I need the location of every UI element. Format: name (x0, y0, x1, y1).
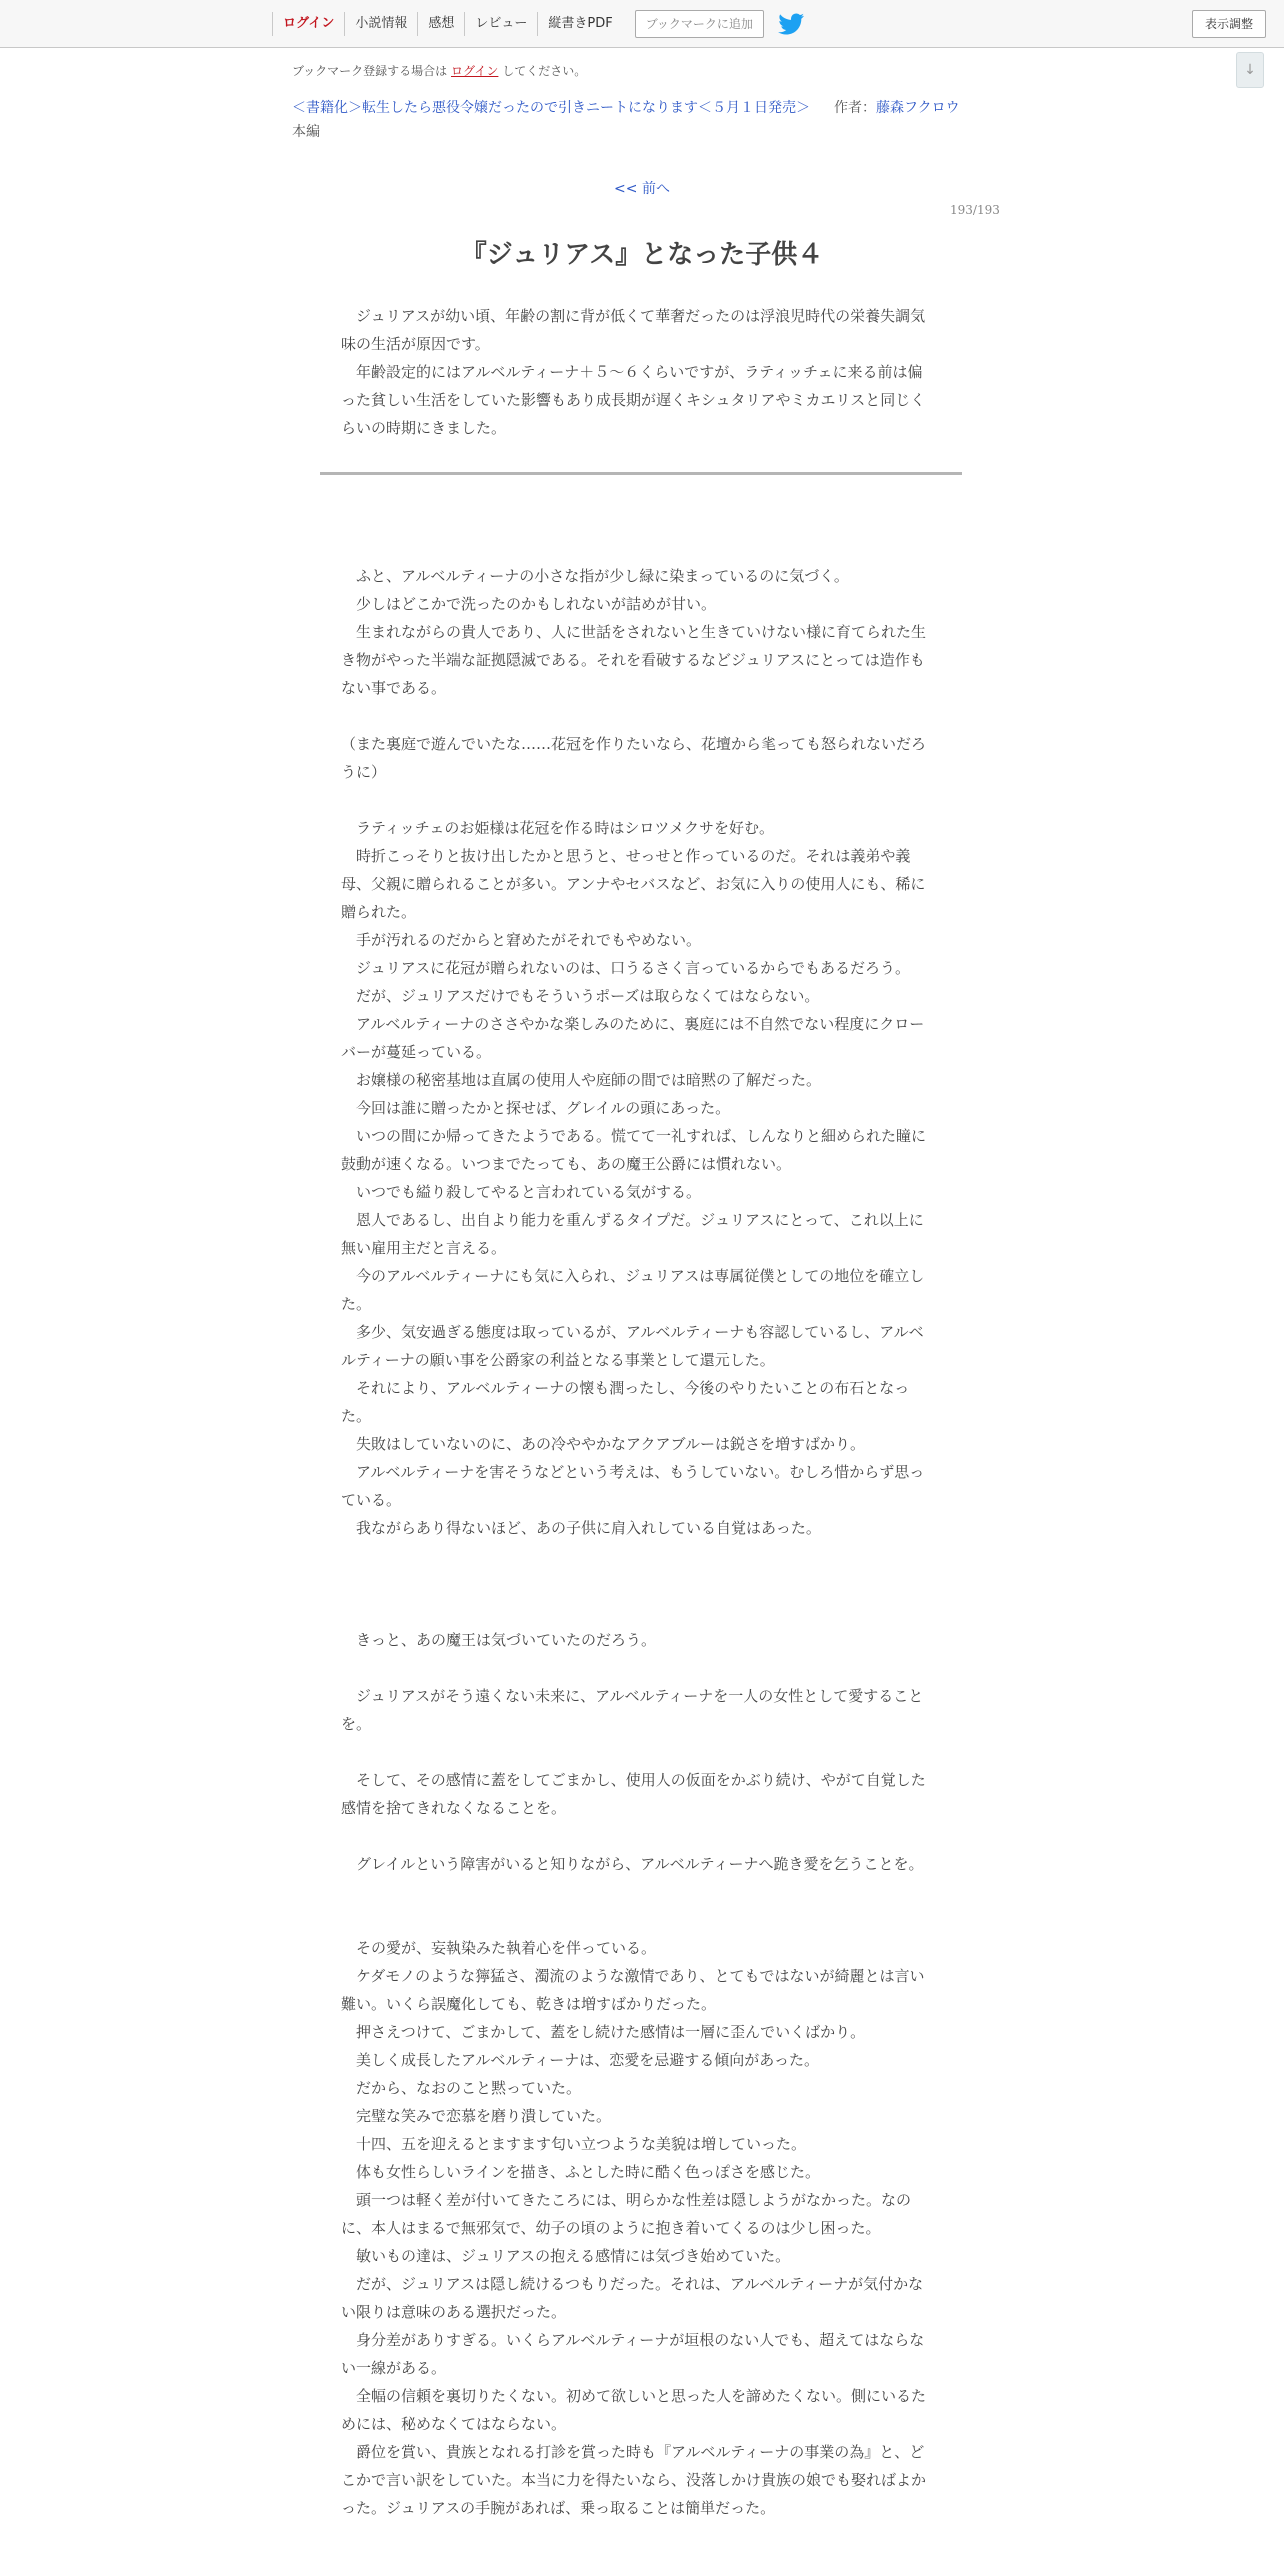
display-settings-button[interactable]: 表示調整 (1192, 10, 1266, 38)
body-paragraph: 頭一つは軽く差が付いてきたころには、明らかな性差は隠しようがなかった。なのに、本人はまるで無邪気で、幼子の頃のように抱き着いてくるのは少し困った。 (341, 2191, 912, 2237)
body-paragraph: 全幅の信頼を裏切りたくない。初めて欲しいと思った人を諦めたくない。側にいるためには、秘めなくてはならない。 (341, 2387, 927, 2433)
body-paragraph: 今回は誰に贈ったかと探せば、グレイルの頭にあった。 (341, 1099, 731, 1117)
body-paragraph: ケダモノのような獰猛さ、濁流のような激情であり、とてもではないが綺麗とは言い難い。いくら誤魔化しても、乾きは増すばかりだった。 (341, 1967, 925, 2013)
body-paragraph: お嬢様の秘密基地は直属の使用人や庭師の間では暗黙の了解だった。 (341, 1071, 822, 1089)
preface-paragraph: 年齢設定的にはアルベルティーナ＋５～６くらいですが、ラティッチェに来る前は偏った貧しい生活をしていた影響もあり成長期が遅くキシュタリアやミカエリスと同じくらいの時期にきました。 (341, 363, 926, 437)
body-paragraph: 時折こっそりと抜け出したかと思うと、せっせと作っているのだ。それは義弟や義母、父親に贈られることが多い。アンナやセバスなど、お気に入りの使用人にも、稀に贈られた。 (341, 847, 926, 921)
notice-suffix: してください。 (502, 64, 587, 78)
body-paragraph: きっと、あの魔王は気づいていたのだろう。 (341, 1631, 657, 1649)
add-bookmark-button[interactable]: ブックマークに追加 (635, 10, 764, 38)
body-paragraph: 手が汚れるのだからと窘めたがそれでもやめない。 (341, 931, 702, 949)
body-paragraph: だが、ジュリアスだけでもそういうポーズは取らなくてはならない。 (341, 987, 820, 1005)
body-paragraph: だが、ジュリアスは隠し続けるつもりだった。それは、アルベルティーナが気付かない限りは意味のある選択だった。 (341, 2275, 924, 2321)
body-paragraph: 敏いもの達は、ジュリアスの抱える感情には気づき始めていた。 (341, 2247, 791, 2265)
vertical-pdf-link[interactable]: 縦書きPDF (537, 12, 622, 36)
body-paragraph: 我ながらあり得ないほど、あの子供に肩入れしている自覚はあった。 (341, 1519, 821, 1537)
body-paragraph: いつでも縊り殺してやると言われている気がする。 (341, 1183, 702, 1201)
chapter-title: 『ジュリアス』となった子供４ (460, 240, 824, 270)
bookmark-login-notice (292, 62, 586, 79)
body-paragraph (341, 1654, 935, 1682)
series-title-link[interactable]: ＜書籍化＞転生したら悪役令嬢だったので引きニートになります＜５月１日発売＞ (292, 100, 810, 116)
preface-divider (320, 472, 962, 475)
impressions-link[interactable]: 感想 (417, 12, 464, 36)
review-link[interactable]: レビュー (464, 12, 537, 36)
body-paragraph (341, 1822, 935, 1850)
body-paragraph (341, 1906, 935, 1934)
body-paragraph: 押さえつけて、ごまかして、蓋をし続けた感情は一層に歪んでいくばかり。 (341, 2023, 866, 2041)
page-number: 193/193 (950, 203, 1000, 217)
body-paragraph (341, 1878, 935, 1906)
body-paragraph: 恩人であるし、出自より能力を重んずるタイプだ。ジュリアスにとって、これ以上に無い雇用主だと言える。 (341, 1211, 924, 1257)
body-paragraph: アルベルティーナを害そうなどという考えは、もうしていない。むしろ惜からず思っている。 (341, 1463, 925, 1509)
body-paragraph: アルベルティーナのささやかな楽しみのために、裏庭には不自然でない程度にクローバーが蔓延っている。 (341, 1015, 925, 1061)
body-paragraph: だから、なおのこと黙っていた。 (341, 2079, 582, 2097)
chapter-body (341, 562, 935, 2522)
login-link[interactable]: ログイン (272, 12, 344, 36)
top-navigation-bar (0, 0, 1284, 48)
prev-page-link (0, 178, 1284, 198)
body-paragraph: 失敗はしていないのに、あの冷ややかなアクアブルーは鋭さを増すばかり。 (341, 1435, 865, 1453)
notice-login-link[interactable]: ログイン (451, 64, 499, 78)
novel-info-link[interactable]: 小説情報 (344, 12, 417, 36)
author-preface (341, 302, 935, 442)
body-paragraph: その愛が、妄執染みた執着心を伴っている。 (341, 1939, 657, 1957)
notice-prefix: ブックマーク登録する場合は (292, 64, 448, 78)
body-paragraph: 美しく成長したアルベルティーナは、恋愛を忌避する傾向があった。 (341, 2051, 820, 2069)
body-paragraph: それにより、アルベルティーナの懐も潤ったし、今後のやりたいことの布石となった。 (341, 1379, 910, 1425)
body-paragraph: ジュリアスに花冠が贈られないのは、口うるさく言っているからでもあるだろう。 (341, 959, 910, 977)
body-paragraph (341, 702, 935, 730)
scroll-down-arrow-icon[interactable]: ↓ (1236, 52, 1264, 88)
body-paragraph (341, 1542, 935, 1570)
preface-paragraph: ジュリアスが幼い頃、年齢の割に背が低くて華奢だったのは浮浪児時代の栄養失調気味の生活が原因です。 (341, 307, 926, 353)
body-paragraph: そして、その感情に蓋をしてごまかし、使用人の仮面をかぶり続け、やがて自覚した感情を捨てきれなくなることを。 (341, 1771, 926, 1817)
author-label: 作者： (834, 100, 876, 116)
body-paragraph: いつの間にか帰ってきたようである。慌てて一礼すれば、しんなりと細められた瞳に鼓動が速くなる。いつまでたっても、あの魔王公爵には慣れない。 (341, 1127, 927, 1173)
body-paragraph: ラティッチェのお姫様は花冠を作る時はシロツメクサを好む。 (341, 819, 775, 837)
global-nav (272, 0, 806, 47)
body-paragraph: 多少、気安過ぎる態度は取っているが、アルベルティーナも容認しているし、アルベルティーナの願い事を公爵家の利益となる事業として還元した。 (341, 1323, 924, 1369)
author-info (834, 97, 960, 117)
body-paragraph: 今のアルベルティーナにも気に入られ、ジュリアスは専属従僕としての地位を確立した。 (341, 1267, 925, 1313)
body-paragraph: （また裏庭で遊んでいたな……花冠を作りたいなら、花壇から毟っても怒られないだろうに） (341, 735, 927, 781)
body-paragraph: ジュリアスがそう遠くない未来に、アルベルティーナを一人の女性として愛することを。 (341, 1687, 924, 1733)
body-paragraph: 少しはどこかで洗ったのかもしれないが詰めが甘い。 (341, 595, 717, 613)
body-paragraph: 体も女性らしいラインを描き、ふとした時に酷く色っぽさを感じた。 (341, 2163, 820, 2181)
author-link[interactable]: 藤森フクロウ (876, 100, 960, 116)
body-paragraph: 爵位を賞い、貴族となれる打診を賞った時も『アルベルティーナの事業の為』と、どこかで言い訳をしていた。本当に力を得たいなら、没落しかけ貴族の娘でも娶ればよかった。ジュリアスの手腕があれば、乗っ取ることは簡単だった。 (341, 2443, 927, 2517)
body-paragraph (341, 1598, 935, 1626)
body-paragraph (341, 786, 935, 814)
body-paragraph: 身分差がありすぎる。いくらアルベルティーナが垣根のない人でも、超えてはならない一線がある。 (341, 2331, 925, 2377)
body-paragraph: ふと、アルベルティーナの小さな指が少し緑に染まっているのに気づく。 (341, 567, 849, 585)
body-paragraph: グレイルという障害がいると知りながら、アルベルティーナへ跪き愛を乞うことを。 (341, 1855, 924, 1873)
twitter-bird-icon[interactable] (778, 12, 806, 36)
body-paragraph (341, 1570, 935, 1598)
body-paragraph: 完璧な笑みで恋慕を磨り潰していた。 (341, 2107, 612, 2125)
body-paragraph: 十四、五を迎えるとますます匂い立つような美貌は増していった。 (341, 2135, 807, 2153)
body-paragraph: 生まれながらの貴人であり、人に世話をされないと生きていけない様に育てられた生き物がやった半端な証拠隠滅である。それを看破するなどジュリアスにとっては造作もない事である。 (341, 623, 927, 697)
prev-link[interactable]: << 前へ (614, 181, 670, 197)
body-paragraph (341, 1738, 935, 1766)
section-title: 本編 (292, 124, 320, 140)
